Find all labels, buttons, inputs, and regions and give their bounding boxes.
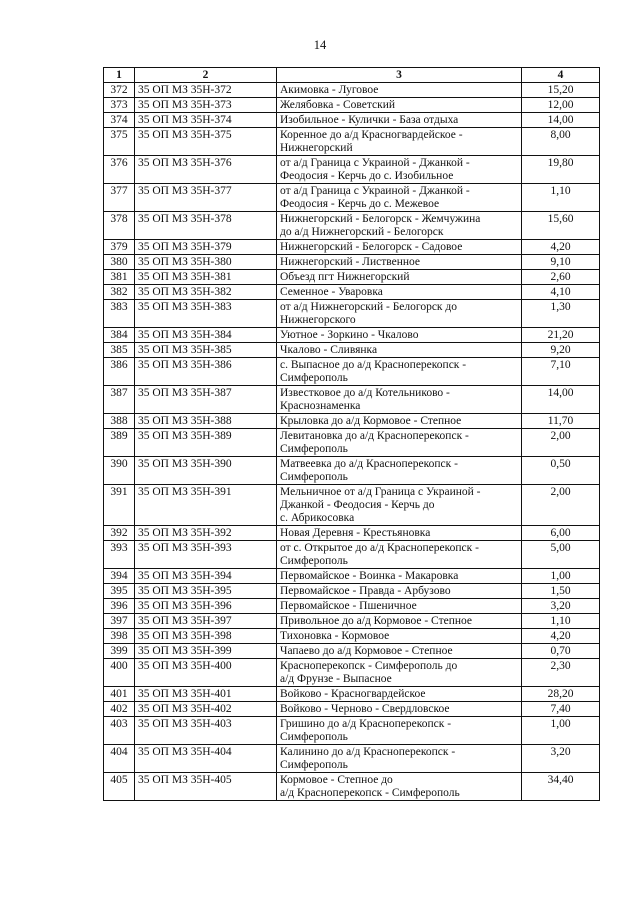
road-code: 35 ОП МЗ 35Н-399 (135, 644, 277, 659)
road-length: 2,00 (522, 429, 600, 457)
road-name-line: а/д Красноперекопск - Симферополь (280, 787, 460, 799)
road-length: 19,80 (522, 156, 600, 184)
table-row (104, 599, 600, 614)
road-name (277, 300, 522, 328)
table-row (104, 156, 600, 184)
road-code: 35 ОП МЗ 35Н-388 (135, 414, 277, 429)
road-name-line: Феодосия - Керчь до с. Межевое (280, 198, 440, 210)
header-col-1: 1 (104, 68, 135, 83)
table-row (104, 414, 600, 429)
table-row (104, 629, 600, 644)
table-row (104, 485, 600, 526)
table-header-row (104, 68, 600, 83)
road-name (277, 717, 522, 745)
table-row (104, 240, 600, 255)
road-name-line: Мельничное от а/д Граница с Украиной - (280, 486, 481, 498)
road-length: 1,30 (522, 300, 600, 328)
road-length: 2,30 (522, 659, 600, 687)
row-number: 374 (104, 113, 135, 128)
road-name (277, 687, 522, 702)
road-name-line: Нижнегорский (280, 142, 353, 154)
road-name-line: Семенное - Уваровка (280, 286, 383, 298)
row-number: 378 (104, 212, 135, 240)
road-name (277, 745, 522, 773)
header-col-4: 4 (522, 68, 600, 83)
road-name-line: с. Абрикосовка (280, 512, 355, 524)
road-length: 2,60 (522, 270, 600, 285)
road-length: 9,10 (522, 255, 600, 270)
road-name (277, 98, 522, 113)
table-row (104, 584, 600, 599)
road-name-line: Желябовка - Советский (280, 99, 396, 111)
row-number: 372 (104, 83, 135, 98)
row-number: 396 (104, 599, 135, 614)
road-name (277, 773, 522, 801)
road-name-line: от а/д Граница с Украиной - Джанкой - (280, 185, 470, 197)
road-length: 8,00 (522, 128, 600, 156)
road-name (277, 113, 522, 128)
table-row (104, 270, 600, 285)
row-number: 403 (104, 717, 135, 745)
road-code: 35 ОП МЗ 35Н-377 (135, 184, 277, 212)
road-code: 35 ОП МЗ 35Н-395 (135, 584, 277, 599)
table-body (104, 83, 600, 801)
road-name (277, 629, 522, 644)
table-row (104, 128, 600, 156)
road-name (277, 702, 522, 717)
road-name-line: Первомайское - Воинка - Макаровка (280, 570, 459, 582)
road-code: 35 ОП МЗ 35Н-376 (135, 156, 277, 184)
road-name (277, 156, 522, 184)
road-name-line: от а/д Нижнегорский - Белогорск до (280, 301, 457, 313)
road-name-line: Акимовка - Луговое (280, 84, 379, 96)
road-name-line: Известковое до а/д Котельниково - (280, 387, 450, 399)
road-name-line: Войково - Черново - Свердловское (280, 703, 450, 715)
row-number: 379 (104, 240, 135, 255)
table-row (104, 659, 600, 687)
road-code: 35 ОП МЗ 35Н-391 (135, 485, 277, 526)
road-name-line: Симферополь (280, 471, 348, 483)
row-number: 399 (104, 644, 135, 659)
table-row (104, 457, 600, 485)
row-number: 402 (104, 702, 135, 717)
row-number: 395 (104, 584, 135, 599)
road-code: 35 ОП МЗ 35Н-401 (135, 687, 277, 702)
road-code: 35 ОП МЗ 35Н-382 (135, 285, 277, 300)
table-row (104, 541, 600, 569)
road-name-line: Симферополь (280, 759, 348, 771)
table-row (104, 184, 600, 212)
table-row (104, 300, 600, 328)
road-name (277, 270, 522, 285)
road-length: 7,10 (522, 358, 600, 386)
road-name-line: а/д Фрунзе - Выпасное (280, 673, 392, 685)
road-name (277, 184, 522, 212)
road-length: 1,10 (522, 184, 600, 212)
road-length: 4,20 (522, 240, 600, 255)
road-code: 35 ОП МЗ 35Н-384 (135, 328, 277, 343)
road-length: 1,00 (522, 569, 600, 584)
table-row (104, 687, 600, 702)
road-name-line: Чапаево до а/д Кормовое - Степное (280, 645, 453, 657)
road-code: 35 ОП МЗ 35Н-398 (135, 629, 277, 644)
road-name (277, 644, 522, 659)
road-name-line: Первомайское - Пшеничное (280, 600, 417, 612)
road-name-line: Нижнегорский - Белогорск - Жемчужина (280, 213, 481, 225)
road-name-line: Симферополь (280, 731, 348, 743)
road-name-line: Левитановка до а/д Красноперекопск - (280, 430, 469, 442)
road-name (277, 457, 522, 485)
road-name (277, 128, 522, 156)
road-code: 35 ОП МЗ 35Н-378 (135, 212, 277, 240)
road-length: 1,00 (522, 717, 600, 745)
road-code: 35 ОП МЗ 35Н-379 (135, 240, 277, 255)
road-name-line: Войково - Красногвардейское (280, 688, 426, 700)
road-code: 35 ОП МЗ 35Н-393 (135, 541, 277, 569)
road-name (277, 569, 522, 584)
road-name (277, 343, 522, 358)
road-name (277, 414, 522, 429)
table-row (104, 113, 600, 128)
road-length: 14,00 (522, 113, 600, 128)
road-name-line: Новая Деревня - Крестьяновка (280, 527, 431, 539)
road-name-line: Тихоновка - Кормовое (280, 630, 390, 642)
road-length: 9,20 (522, 343, 600, 358)
road-name (277, 212, 522, 240)
header-col-2: 2 (135, 68, 277, 83)
road-name (277, 584, 522, 599)
road-length: 4,20 (522, 629, 600, 644)
road-name-line: Кормовое - Степное до (280, 774, 393, 786)
road-length: 3,20 (522, 599, 600, 614)
table-row (104, 717, 600, 745)
road-name (277, 358, 522, 386)
row-number: 391 (104, 485, 135, 526)
row-number: 397 (104, 614, 135, 629)
road-name-line: Крыловка до а/д Кормовое - Степное (280, 415, 462, 427)
road-length: 5,00 (522, 541, 600, 569)
road-name (277, 83, 522, 98)
table-row (104, 773, 600, 801)
row-number: 384 (104, 328, 135, 343)
table-row (104, 569, 600, 584)
road-code: 35 ОП МЗ 35Н-387 (135, 386, 277, 414)
row-number: 373 (104, 98, 135, 113)
road-length: 21,20 (522, 328, 600, 343)
road-name-line: Коренное до а/д Красногвардейское - (280, 129, 463, 141)
road-length: 0,70 (522, 644, 600, 659)
table-row (104, 526, 600, 541)
row-number: 388 (104, 414, 135, 429)
road-length: 7,40 (522, 702, 600, 717)
row-number: 404 (104, 745, 135, 773)
road-name-line: с. Выпасное до а/д Красноперекопск - (280, 359, 467, 371)
road-code: 35 ОП МЗ 35Н-383 (135, 300, 277, 328)
road-length: 14,00 (522, 386, 600, 414)
road-name-line: от а/д Граница с Украиной - Джанкой - (280, 157, 470, 169)
road-length: 2,00 (522, 485, 600, 526)
row-number: 382 (104, 285, 135, 300)
row-number: 400 (104, 659, 135, 687)
road-name-line: Нижнегорского (280, 314, 356, 326)
road-name-line: Калинино до а/д Красноперекопск - (280, 746, 456, 758)
table-row (104, 358, 600, 386)
road-name-line: Симферополь (280, 372, 348, 384)
table-row (104, 328, 600, 343)
road-length: 11,70 (522, 414, 600, 429)
table-row (104, 745, 600, 773)
road-code: 35 ОП МЗ 35Н-374 (135, 113, 277, 128)
row-number: 377 (104, 184, 135, 212)
road-code: 35 ОП МЗ 35Н-380 (135, 255, 277, 270)
row-number: 398 (104, 629, 135, 644)
road-name-line: Нижнегорский - Лиственное (280, 256, 421, 268)
road-length: 15,60 (522, 212, 600, 240)
road-code: 35 ОП МЗ 35Н-400 (135, 659, 277, 687)
road-name (277, 599, 522, 614)
page-number: 14 (313, 38, 327, 52)
road-code: 35 ОП МЗ 35Н-375 (135, 128, 277, 156)
road-name (277, 240, 522, 255)
road-code: 35 ОП МЗ 35Н-403 (135, 717, 277, 745)
road-name-line: Изобильное - Кулички - База отдыха (280, 114, 459, 126)
table-row (104, 212, 600, 240)
table-row (104, 644, 600, 659)
road-name (277, 541, 522, 569)
road-code: 35 ОП МЗ 35Н-402 (135, 702, 277, 717)
table-row (104, 255, 600, 270)
road-code: 35 ОП МЗ 35Н-394 (135, 569, 277, 584)
road-code: 35 ОП МЗ 35Н-390 (135, 457, 277, 485)
road-name-line: Краснознаменка (280, 400, 361, 412)
road-name (277, 659, 522, 687)
road-name-line: Феодосия - Керчь до с. Изобильное (280, 170, 454, 182)
row-number: 383 (104, 300, 135, 328)
road-code: 35 ОП МЗ 35Н-373 (135, 98, 277, 113)
road-name-line: Нижнегорский - Белогорск - Садовое (280, 241, 463, 253)
row-number: 387 (104, 386, 135, 414)
table-row (104, 702, 600, 717)
road-name-line: Красноперекопск - Симферополь до (280, 660, 458, 672)
road-length: 0,50 (522, 457, 600, 485)
row-number: 381 (104, 270, 135, 285)
road-name (277, 255, 522, 270)
row-number: 405 (104, 773, 135, 801)
row-number: 385 (104, 343, 135, 358)
roads-table (103, 67, 600, 801)
table-row (104, 429, 600, 457)
road-name (277, 614, 522, 629)
road-length: 1,50 (522, 584, 600, 599)
table-row (104, 83, 600, 98)
road-name (277, 526, 522, 541)
road-length: 1,10 (522, 614, 600, 629)
row-number: 392 (104, 526, 135, 541)
road-name-line: от с. Открытое до а/д Красноперекопск - (280, 542, 479, 554)
road-length: 12,00 (522, 98, 600, 113)
table-row (104, 614, 600, 629)
road-name (277, 485, 522, 526)
row-number: 386 (104, 358, 135, 386)
road-name-line: Объезд пгт Нижнегорский (280, 271, 410, 283)
road-name-line: Симферополь (280, 443, 348, 455)
road-code: 35 ОП МЗ 35Н-385 (135, 343, 277, 358)
road-name-line: Матвеевка до а/д Красноперекопск - (280, 458, 458, 470)
row-number: 401 (104, 687, 135, 702)
table-row (104, 98, 600, 113)
table-row (104, 386, 600, 414)
row-number: 376 (104, 156, 135, 184)
road-code: 35 ОП МЗ 35Н-386 (135, 358, 277, 386)
road-name-line: Джанкой - Феодосия - Керчь до (280, 499, 435, 511)
row-number: 393 (104, 541, 135, 569)
road-name-line: Уютное - Зоркино - Чкалово (280, 329, 419, 341)
road-code: 35 ОП МЗ 35Н-392 (135, 526, 277, 541)
road-name (277, 429, 522, 457)
road-length: 28,20 (522, 687, 600, 702)
road-code: 35 ОП МЗ 35Н-404 (135, 745, 277, 773)
road-name (277, 386, 522, 414)
road-name (277, 328, 522, 343)
road-length: 15,20 (522, 83, 600, 98)
row-number: 390 (104, 457, 135, 485)
road-name (277, 285, 522, 300)
road-name-line: Первомайское - Правда - Арбузово (280, 585, 451, 597)
road-name-line: Симферополь (280, 555, 348, 567)
road-length: 34,40 (522, 773, 600, 801)
road-code: 35 ОП МЗ 35Н-405 (135, 773, 277, 801)
header-col-3: 3 (277, 68, 522, 83)
row-number: 380 (104, 255, 135, 270)
row-number: 375 (104, 128, 135, 156)
table-row (104, 285, 600, 300)
road-code: 35 ОП МЗ 35Н-397 (135, 614, 277, 629)
road-code: 35 ОП МЗ 35Н-389 (135, 429, 277, 457)
road-name-line: Привольное до а/д Кормовое - Степное (280, 615, 472, 627)
road-name-line: до а/д Нижнегорский - Белогорск (280, 226, 444, 238)
road-length: 3,20 (522, 745, 600, 773)
road-code: 35 ОП МЗ 35Н-396 (135, 599, 277, 614)
row-number: 389 (104, 429, 135, 457)
road-length: 4,10 (522, 285, 600, 300)
row-number: 394 (104, 569, 135, 584)
road-length: 6,00 (522, 526, 600, 541)
road-code: 35 ОП МЗ 35Н-372 (135, 83, 277, 98)
road-code: 35 ОП МЗ 35Н-381 (135, 270, 277, 285)
road-name-line: Гришино до а/д Красноперекопск - (280, 718, 452, 730)
table-row (104, 343, 600, 358)
road-name-line: Чкалово - Сливянка (280, 344, 378, 356)
